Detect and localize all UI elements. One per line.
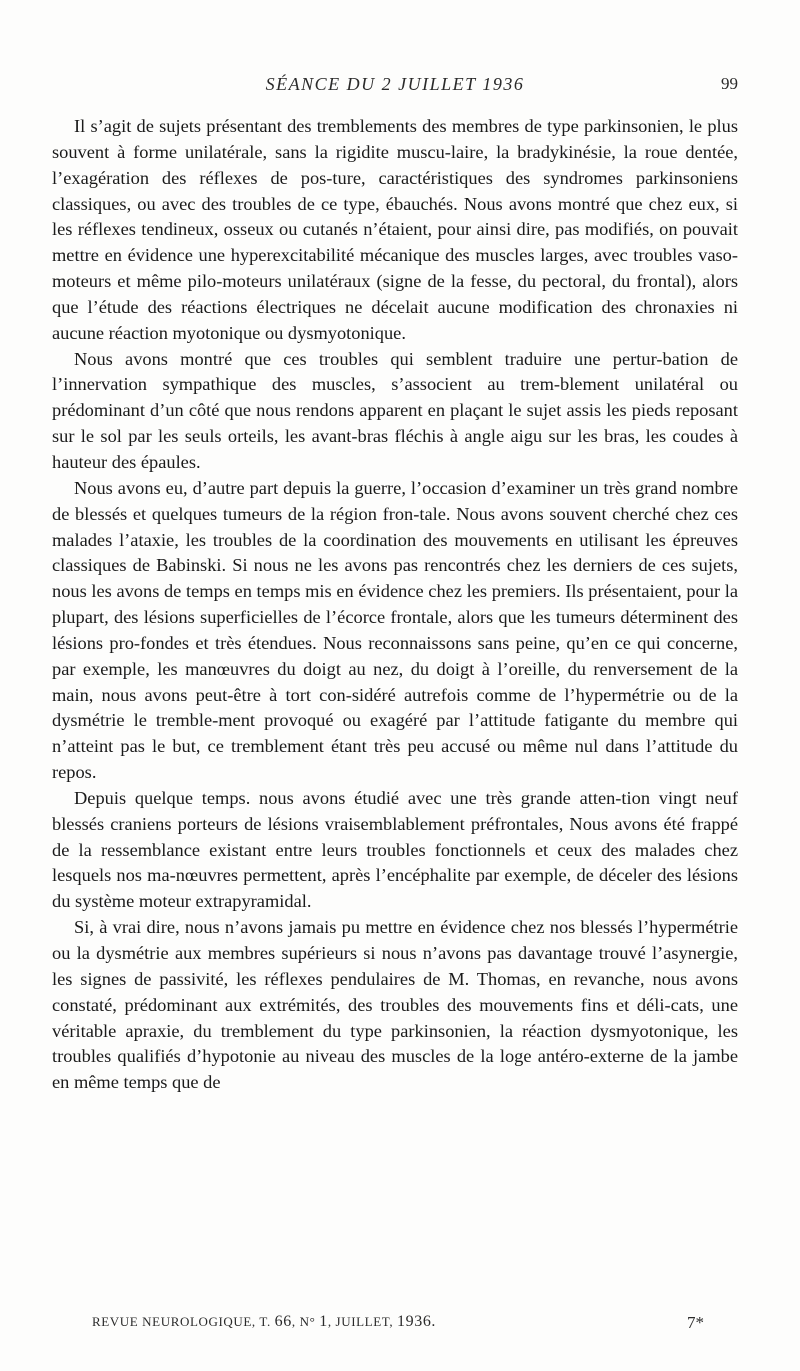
page-footer [92,1313,704,1337]
body-text [52,114,738,1096]
page-number: 99 [721,74,738,93]
running-header [52,74,738,100]
journal-number-prefix: , N° [291,1314,316,1329]
journal-number: 1 [319,1313,328,1330]
running-title: SÉANCE DU 2 JUILLET 1936 [265,74,525,94]
journal-prefix: REVUE NEUROLOGIQUE, T. [92,1314,271,1329]
paragraph-3: Nous avons eu, d’autre part depuis la guerre, l’occasion d’examiner un très grand nombre de blessés et quelques tumeurs de la région fron-tale. Nous avons souvent cherché chez ces malades l’ataxie, les troubles de la coordination des mouvements en utilisant les épreuves classiques de Babinski. Si nous ne les avons pas rencontrés chez les derniers de ces sujets, nous les avons de temps en temps mis en évidence chez les premiers. Ils présentaient, pour la plupart, des lésions superficielles de l’écorce frontale, alors que les tumeurs déterminent des lésions pro-fondes et très étendues. Nous reconnaissons sans peine, qu’en ce qui concerne, par exemple, les manœuvres du doigt au nez, du doigt à l’oreille, du renversement de la main, nous avons peut-être à tort con-sidéré autrefois comme de l’hypermétrie ou de la dysmétrie le tremble-ment provoqué ou exagéré par l’attitude fatigante du membre qui n’atteint pas le but, ce tremblement étant très peu accusé ou même nul dans l’attitude du repos. [52,477,738,783]
paragraph-1: Il s’agit de sujets présentant des tremblements des membres de type parkinsonien, le plus souvent à forme unilatérale, sans la rigidite muscu-laire, la bradykinésie, la roue dentée, l’exagération des réflexes de pos-ture, caractéristiques des syndromes parkinsoniens classiques, ou avec des troubles de ce type, ébauchés. Nous avons montré que chez eux, si les réflexes tendineux, osseux ou cutanés n’étaient, pour ainsi dire, pas modifiés, on pouvait mettre en évidence une hyperexcitabilité mécanique des muscles larges, avec troubles vaso-moteurs et même pilo-moteurs unilatéraux (signe de la fesse, du pectoral, du frontal), alors que l’étude des réactions électriques ne décelait aucune modification des chronaxies ni aucune réaction myotonique ou dysmyotonique. [52,116,738,343]
paragraph-2: Nous avons montré que ces troubles qui semblent traduire une pertur-bation de l’innervation sympathique des muscles, s’associent au trem-blement unilatéral ou prédominant d’un côté que nous rendons apparent en plaçant le sujet assis les pieds reposant sur le sol par les seuls orteils, les avant-bras fléchis à angle aigu sur les bras, les coudes à hauteur des épaules. [52,348,738,472]
signature-mark: 7* [687,1313,704,1332]
journal-year: 1936. [397,1313,437,1330]
paragraph-5: Si, à vrai dire, nous n’avons jamais pu mettre en évidence chez nos blessés l’hypermétrie ou la dysmétrie aux membres supérieurs si nous n’avons pas davantage trouvé l’asynergie, les signes de passivité, les réflexes pendulaires de M. Thomas, en revanche, nous avons constaté, prédominant aux extrémités, des troubles des mouvements fins et déli-cats, une véritable apraxie, du tremblement du type parkinsonien, la réaction dysmyotonique, les troubles qualifiés d’hypotonie au niveau des muscles de la loge antéro-externe de la jambe en même temps que de [52,917,738,1093]
journal-date-prefix: , JUILLET, [327,1314,394,1329]
paragraph-4: Depuis quelque temps. nous avons étudié avec une très grande atten-tion vingt neuf blessés craniens porteurs de lésions vraisemblablement préfrontales, Nous avons été frappé de la ressemblance existant entre leurs troubles fonctionnels et ceux des malades chez lesquels nos ma-nœuvres permettent, après l’encéphalite par exemple, de déceler des lésions du système moteur extrapyramidal. [52,787,738,912]
journal-volume: 66 [274,1313,292,1330]
journal-citation [92,1313,436,1331]
